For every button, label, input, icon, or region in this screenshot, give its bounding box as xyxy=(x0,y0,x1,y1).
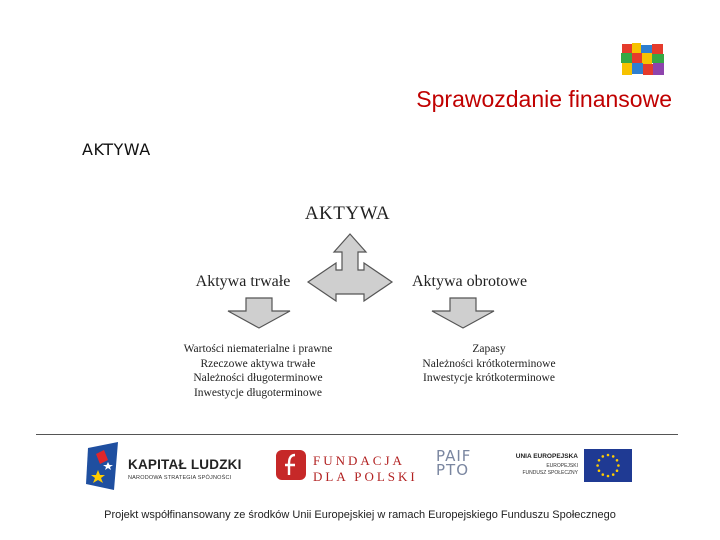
cofinancing-note: Projekt współfinansowany ze środków Unii Europejskiej w ramach Europejskiego Funduszu Społecznego xyxy=(104,509,616,521)
kapital-ludzki-tagline: NARODOWA STRATEGIA SPÓJNOŚCI xyxy=(128,475,232,481)
paip-logo xyxy=(436,449,471,477)
eu-fund-line-1: EUROPEJSKI xyxy=(546,463,578,469)
fundacja-line-2: DLA POLSKI xyxy=(313,469,418,484)
diagram-left-label: Aktywa trwałe xyxy=(195,273,291,290)
list-item: Inwestycje długoterminowe xyxy=(193,386,323,399)
list-item: Zapasy xyxy=(472,343,506,355)
list-item: Należności długoterminowe xyxy=(193,372,323,384)
paip-line-2: PTO xyxy=(436,461,470,479)
fundacja-dla-polski-logo-icon xyxy=(275,449,307,481)
footer-divider xyxy=(36,434,678,435)
paip-line-1: PAIF xyxy=(436,447,472,465)
down-arrow-left-icon xyxy=(226,297,292,329)
list-item: Należności krótkoterminowe xyxy=(422,357,556,370)
fundacja-line-1: FUNDACJA xyxy=(313,453,405,468)
kapital-ludzki-logo-icon xyxy=(84,440,126,492)
left-items-list xyxy=(160,342,356,400)
right-items-list xyxy=(396,342,582,386)
down-arrow-right-icon xyxy=(430,297,496,329)
kapital-ludzki-name: KAPITAŁ LUDZKI xyxy=(128,457,242,472)
section-heading: AKTYWA xyxy=(82,140,151,159)
eu-fund-line-2: FUNDUSZ SPOŁECZNY xyxy=(522,470,578,476)
eu-flag-icon xyxy=(584,449,632,482)
diagram-right-label: Aktywa obrotowe xyxy=(411,273,528,290)
list-item: Rzeczowe aktywa trwałe xyxy=(200,357,316,370)
list-item: Wartości niematerialne i prawne xyxy=(183,343,333,355)
list-item: Inwestycje krótkoterminowe xyxy=(423,372,555,384)
eu-name: UNIA EUROPEJSKA xyxy=(515,453,578,460)
diagram-root-label: AKTYWA xyxy=(304,203,391,224)
page-title: Sprawozdanie finansowe xyxy=(416,86,672,112)
split-arrow-icon xyxy=(300,230,400,306)
colorful-puzzle-logo-icon xyxy=(620,42,666,78)
